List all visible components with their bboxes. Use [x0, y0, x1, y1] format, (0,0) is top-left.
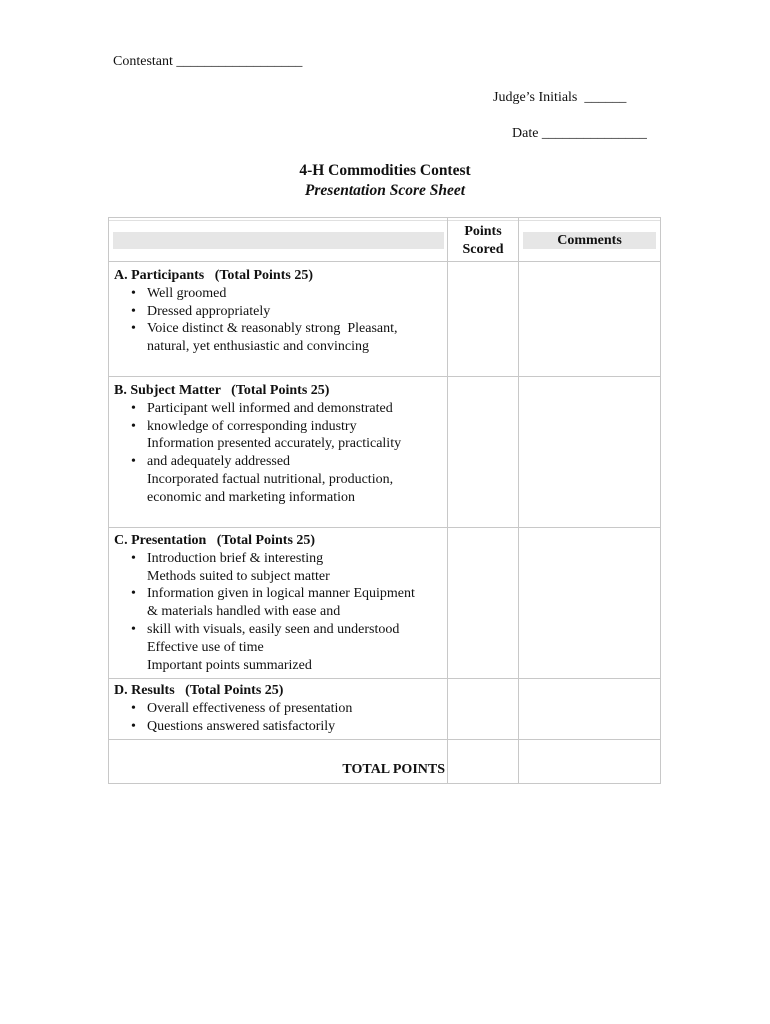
total-points-cell[interactable]	[448, 740, 518, 783]
list-item	[114, 400, 444, 418]
criteria-text: Effective use of time	[147, 639, 264, 655]
list-item	[114, 338, 444, 356]
list-item	[114, 418, 444, 436]
table-border-right	[660, 217, 661, 784]
list-item	[114, 639, 444, 657]
section-subject-matter	[114, 382, 444, 507]
criteria-text: Important points summarized	[147, 657, 312, 673]
section-title: B. Subject Matter (Total Points 25)	[114, 383, 330, 398]
bullet-icon: •	[131, 321, 136, 337]
criteria-list	[114, 285, 444, 356]
criteria-text: Incorporated factual nutritional, production,	[147, 471, 394, 487]
list-item	[114, 303, 444, 321]
bullet-icon: •	[131, 700, 136, 716]
bullet-icon: •	[131, 550, 136, 566]
list-item	[114, 435, 444, 453]
page-subtitle: Presentation Score Sheet	[304, 182, 466, 199]
criteria-text: Voice distinct & reasonably strong Pleasant,	[147, 321, 398, 337]
header-shade-bar	[113, 232, 444, 249]
date-field: Date _______________	[512, 126, 647, 141]
criteria-text: Questions answered satisfactorily	[147, 718, 336, 734]
list-item	[114, 585, 444, 603]
criteria-list	[114, 700, 444, 736]
section-title: C. Presentation (Total Points 25)	[114, 533, 316, 548]
section-title: A. Participants (Total Points 25)	[114, 268, 313, 283]
list-item	[114, 621, 444, 639]
total-points-label: TOTAL POINTS	[342, 762, 445, 777]
score-table	[108, 217, 661, 784]
list-item	[114, 453, 444, 471]
page-title: 4-H Commodities Contest	[299, 162, 471, 179]
list-item	[114, 568, 444, 586]
criteria-text: natural, yet enthusiastic and convincing	[147, 339, 369, 355]
points-cell-presentation[interactable]	[448, 528, 518, 678]
points-header-line1: Points	[464, 224, 502, 239]
comments-cell-participants[interactable]	[519, 262, 660, 376]
list-item	[114, 320, 444, 338]
list-item	[114, 489, 444, 507]
list-item	[114, 603, 444, 621]
criteria-text: skill with visuals, easily seen and understood	[147, 621, 400, 637]
comments-cell-subject-matter[interactable]	[519, 377, 660, 527]
comments-cell-results[interactable]	[519, 679, 660, 739]
bullet-icon: •	[131, 586, 136, 602]
contestant-field: Contestant __________________	[113, 54, 303, 69]
bullet-icon: •	[131, 454, 136, 470]
criteria-text: Introduction brief & interesting	[147, 550, 324, 566]
section-title: D. Results (Total Points 25)	[114, 683, 284, 698]
bullet-icon: •	[131, 303, 136, 319]
points-cell-subject-matter[interactable]	[448, 377, 518, 527]
points-scored-header	[448, 223, 518, 259]
section-participants	[114, 267, 444, 356]
table-border-left	[108, 217, 109, 784]
criteria-text: Dressed appropriately	[147, 303, 271, 319]
criteria-text: & materials handled with ease and	[147, 604, 341, 620]
criteria-text: and adequately addressed	[147, 454, 291, 470]
points-cell-participants[interactable]	[448, 262, 518, 376]
list-item	[114, 700, 444, 718]
table-border-top-inner	[108, 220, 661, 221]
criteria-text: Overall effectiveness of presentation	[147, 700, 353, 716]
criteria-text: knowledge of corresponding industry	[147, 418, 357, 434]
comments-header: Comments	[557, 233, 622, 248]
criteria-text: Information given in logical manner Equipment	[147, 586, 415, 602]
criteria-list	[114, 550, 444, 675]
bullet-icon: •	[131, 400, 136, 416]
list-item	[114, 657, 444, 675]
criteria-text: Participant well informed and demonstrated	[147, 400, 393, 416]
bullet-icon: •	[131, 285, 136, 301]
list-item	[114, 718, 444, 736]
table-border-top	[108, 217, 661, 218]
section-presentation	[114, 532, 444, 674]
criteria-list	[114, 400, 444, 507]
criteria-text: Methods suited to subject matter	[147, 568, 330, 584]
bullet-icon: •	[131, 418, 136, 434]
bullet-icon: •	[131, 718, 136, 734]
list-item	[114, 471, 444, 489]
list-item	[114, 550, 444, 568]
total-comments-cell[interactable]	[519, 740, 660, 783]
comments-cell-presentation[interactable]	[519, 528, 660, 678]
points-cell-results[interactable]	[448, 679, 518, 739]
criteria-text: Information presented accurately, practicality	[147, 436, 402, 452]
section-results	[114, 682, 444, 735]
criteria-text: Well groomed	[147, 285, 227, 301]
list-item	[114, 285, 444, 303]
bullet-icon: •	[131, 621, 136, 637]
criteria-text: economic and marketing information	[147, 489, 355, 505]
points-header-line2: Scored	[462, 242, 504, 257]
judges-initials-field: Judge’s Initials ______	[493, 90, 627, 105]
table-border-bottom	[108, 783, 661, 784]
